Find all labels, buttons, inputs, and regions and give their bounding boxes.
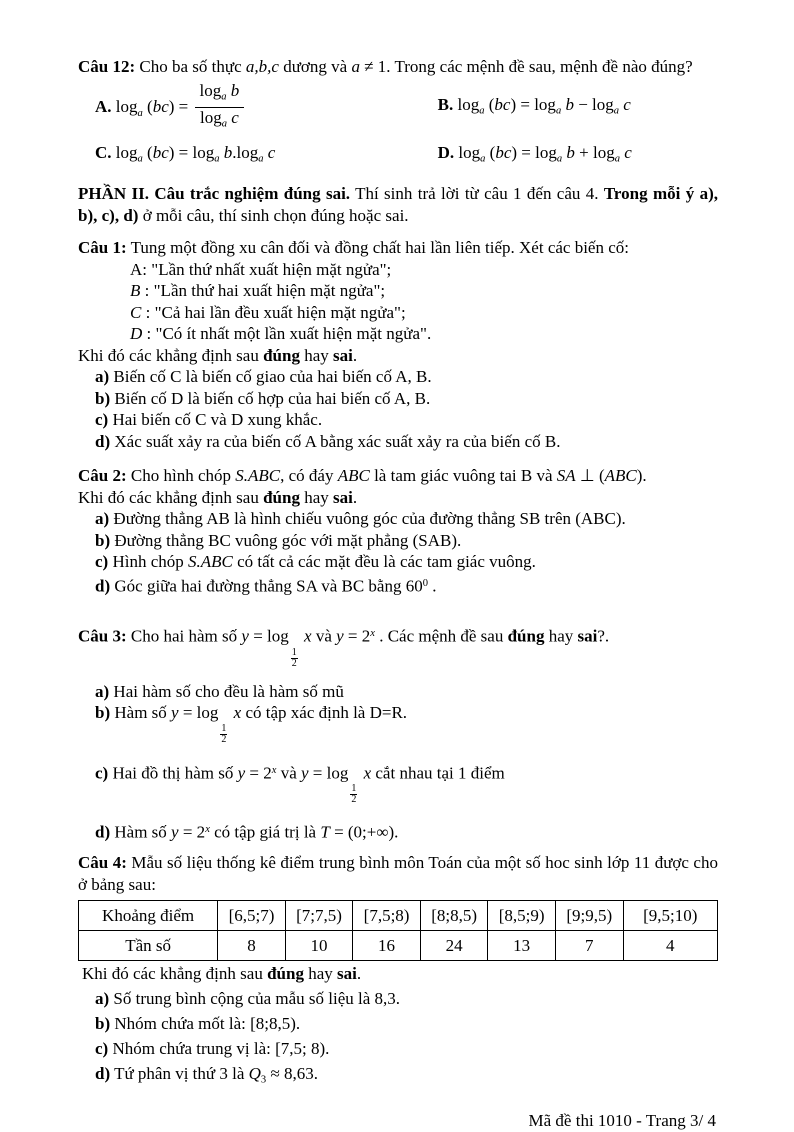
text-segment: = log	[178, 703, 219, 723]
table-cell: [7,5;8)	[353, 901, 421, 931]
question-12	[78, 56, 718, 170]
text-segment: ) = log	[168, 142, 215, 162]
text-segment: x	[205, 824, 210, 836]
table-cell: 4	[623, 931, 717, 961]
text-segment: d)	[95, 822, 111, 842]
text-segment: Nhóm chứa trung vị là: [7,5; 8).	[108, 1039, 330, 1059]
text-segment: bc	[494, 94, 511, 114]
text-segment: .	[356, 964, 362, 984]
question-3-item-d	[78, 819, 718, 843]
text-segment: log	[111, 96, 138, 116]
text-segment: b	[230, 80, 240, 100]
text-segment: D.	[437, 142, 455, 162]
text-segment: đúng	[507, 626, 545, 646]
text-segment: B	[130, 281, 141, 301]
text-segment: a	[480, 153, 486, 165]
text-segment: x	[359, 763, 372, 783]
text-segment: c)	[95, 763, 109, 783]
text-segment: log	[111, 142, 138, 162]
text-segment: A: "Lần thứ nhất xuất hiện mặt ngửa";	[130, 259, 392, 279]
text-segment: và	[311, 626, 337, 646]
text-segment: Câu 2:	[78, 466, 127, 486]
text-segment: và	[276, 763, 301, 783]
question-2-intro	[78, 465, 718, 487]
text-segment: log	[453, 94, 480, 114]
stacked-subscript-fraction: $\frac{1}{2}$	[351, 783, 357, 806]
text-segment: a)	[95, 509, 110, 529]
text-segment: hay	[299, 345, 333, 365]
event-a	[78, 259, 718, 281]
table-cell: [8,5;9)	[488, 901, 556, 931]
text-segment: b)	[95, 388, 111, 408]
text-segment: ở mỗi câu, thí sinh chọn đúng hoặc sai.	[138, 205, 409, 225]
text-segment: Biến cố D là biến cố hợp của hai biến cố A, B.	[110, 388, 431, 408]
text-segment: Hai hàm số cho đều là hàm số mũ	[109, 681, 344, 701]
text-segment: Hàm số	[110, 703, 172, 723]
text-segment: . Trong các mệnh đề sau, mệnh đề nào đúng?	[386, 57, 693, 76]
option-d	[438, 142, 718, 170]
text-segment: ).	[636, 466, 647, 486]
table-cell: 13	[488, 931, 556, 961]
table-cell: 24	[420, 931, 488, 961]
text-segment: b	[565, 94, 574, 114]
question-3-item-b	[78, 702, 718, 745]
question-1-item-a	[78, 366, 718, 388]
question-4	[78, 852, 718, 1091]
text-segment: . Các mệnh đề sau	[374, 626, 508, 646]
text-segment: Hàm số	[110, 822, 172, 842]
frequency-table	[78, 900, 718, 961]
text-segment: a	[221, 91, 227, 103]
text-segment: D	[130, 324, 143, 344]
question-1-item-d	[78, 431, 718, 453]
text-segment: Khi đó các khẳng định sau	[78, 487, 264, 507]
text-segment: có tập giá trị là	[209, 822, 321, 842]
text-segment: sai	[577, 626, 598, 646]
question-4-item-c	[78, 1038, 718, 1060]
table-cell: 16	[353, 931, 421, 961]
text-segment: SA	[556, 466, 576, 486]
text-segment: hay	[303, 964, 337, 984]
table-cell: [6,5;7)	[218, 901, 286, 931]
text-segment: Góc giữa hai đường thẳng SA và BC bằng	[110, 575, 406, 595]
question-4-item-a	[78, 988, 718, 1010]
text-segment: = 2	[343, 626, 371, 646]
text-segment: 3	[260, 1074, 267, 1086]
text-segment: Tứ phân vị thứ 3 là	[110, 1064, 249, 1084]
text-segment: .	[352, 487, 358, 507]
text-segment: (	[142, 96, 153, 116]
text-segment: Thí sinh trả lời từ câu 1 đến câu 4.	[350, 184, 604, 204]
question-4-assert	[78, 963, 718, 985]
text-segment: b)	[95, 1014, 111, 1034]
text-segment: đúng	[267, 964, 304, 984]
question-1-intro	[78, 237, 718, 259]
text-segment: y	[300, 763, 309, 783]
text-segment: .	[352, 345, 358, 365]
text-segment: Câu 4:	[78, 853, 127, 873]
text-segment: a	[613, 105, 620, 117]
text-segment: Khi đó các khẳng định sau	[78, 345, 264, 365]
text-segment: PHẦN II. Câu trắc nghiệm đúng sai.	[78, 184, 351, 204]
table-cell: [9;9,5)	[555, 901, 623, 931]
text-segment: Cho ba số thực	[135, 57, 246, 76]
text-segment: a	[258, 153, 264, 165]
text-segment: y	[241, 626, 249, 646]
text-segment: ) = log	[510, 94, 556, 114]
text-segment: bc	[152, 142, 169, 162]
text-segment: C	[130, 302, 142, 322]
question-3	[78, 623, 718, 843]
text-segment: a	[479, 105, 485, 117]
text-segment: a	[614, 153, 620, 165]
text-segment: x	[229, 703, 242, 723]
text-segment: Câu 12:	[78, 57, 136, 76]
text-segment: d)	[95, 431, 111, 451]
table-cell: Tần số	[79, 931, 218, 961]
text-segment: .	[428, 575, 437, 595]
question-3-intro	[78, 623, 718, 668]
text-segment: A.	[95, 96, 112, 116]
text-segment: Trong mỗi ý a), b), c), d)	[78, 184, 718, 225]
text-segment: bc	[495, 142, 512, 162]
text-segment: c	[231, 108, 239, 128]
question-2-assert	[78, 487, 718, 509]
stacked-subscript-fraction: $\frac{1}{2}$	[221, 723, 227, 746]
text-segment: a)	[95, 367, 110, 387]
text-segment: Câu 1:	[78, 238, 127, 258]
text-segment: a	[221, 118, 227, 130]
text-segment: Đường thẳng BC vuông góc với mặt phẳng (SAB).	[110, 530, 462, 550]
text-segment: : "Lần thứ hai xuất hiện mặt ngửa";	[140, 281, 386, 301]
text-segment: ) = log	[511, 142, 557, 162]
text-segment: a	[351, 57, 360, 76]
table-cell: [8;8,5)	[420, 901, 488, 931]
text-segment: dương và	[278, 57, 352, 76]
option-a	[95, 81, 438, 135]
text-segment: b	[223, 142, 233, 162]
text-segment: c)	[95, 410, 109, 430]
text-segment: Biến cố C là biến cố giao của hai biến cố A, B.	[109, 367, 432, 387]
text-segment: y	[336, 626, 344, 646]
text-segment: có tất cả các mặt đều là các tam giác vuông.	[232, 552, 536, 572]
page-footer: Mã đề thi 1010 - Trang 3/ 4	[528, 1111, 716, 1131]
question-2-item-a	[78, 508, 718, 530]
text-segment: sai	[333, 487, 353, 507]
table-cell: [7;7,5)	[285, 901, 353, 931]
text-segment: a)	[95, 989, 110, 1009]
text-segment: a	[214, 153, 220, 165]
text-segment: Hai biến cố C và D xung khắc.	[108, 410, 323, 430]
text-segment: Đường thẳng AB là hình chiếu vuông góc của đường thẳng SB trên (ABC).	[109, 509, 626, 529]
question-1-item-c	[78, 409, 718, 431]
text-segment: có tập xác định là D=R.	[241, 703, 408, 723]
text-segment: B.	[437, 94, 454, 114]
question-12-options	[78, 81, 718, 171]
text-segment: c	[267, 142, 276, 162]
question-2-item-c	[78, 551, 718, 573]
text-segment: Số trung bình cộng của mẫu số liệu là 8,3.	[109, 989, 401, 1009]
question-2-item-d	[78, 573, 718, 597]
text-segment: log	[199, 80, 222, 100]
text-segment: Cho hai hàm số	[126, 626, 242, 646]
event-c	[78, 302, 718, 324]
question-3-item-a	[78, 681, 718, 703]
table-frequency-row	[79, 931, 718, 961]
table-cell: 7	[555, 931, 623, 961]
text-segment: hay	[544, 626, 578, 646]
text-segment: x	[299, 626, 312, 646]
stacked-subscript-fraction: $\frac{1}{2}$	[291, 646, 297, 669]
text-segment: Câu 3:	[78, 626, 127, 646]
text-segment: d)	[95, 1064, 111, 1084]
text-segment: S.ABC	[188, 552, 233, 572]
text-segment: log	[199, 108, 222, 128]
question-1-item-b	[78, 388, 718, 410]
text-segment: Xác suất xảy ra của biến cố A bằng xác suất xảy ra của biến cố B.	[110, 431, 561, 451]
text-segment: = 2	[178, 822, 206, 842]
text-segment: a)	[95, 681, 110, 701]
text-segment: a	[137, 107, 143, 119]
text-segment: .log	[232, 142, 259, 162]
fraction	[195, 81, 245, 135]
text-segment: bc	[152, 96, 169, 116]
text-segment: hay	[299, 487, 333, 507]
event-b	[78, 280, 718, 302]
text-segment: 0	[422, 577, 428, 589]
text-segment: ?.	[597, 626, 610, 646]
text-segment: sai	[337, 964, 357, 984]
text-segment: (	[485, 142, 496, 162]
table-header-row	[79, 901, 718, 931]
question-1-assert	[78, 345, 718, 367]
text-segment: = log	[248, 626, 289, 646]
question-2	[78, 465, 718, 596]
table-cell: 10	[285, 931, 353, 961]
text-segment: = log	[308, 763, 349, 783]
text-segment: = 2	[245, 763, 272, 783]
text-segment: ⊥ (	[575, 466, 605, 486]
text-segment: Cho hình chóp	[126, 466, 236, 486]
question-4-item-d	[78, 1063, 718, 1091]
text-segment: Mẫu số liệu thống kê điểm trung bình môn Toán của một số hoc sinh lớp 11 được cho ở bảng sau:	[78, 853, 718, 894]
text-segment: Khi đó các khẳng định sau	[82, 964, 268, 984]
text-segment: b	[566, 142, 575, 162]
text-segment: Hai đồ thị hàm số	[108, 763, 238, 783]
text-segment: Hình chóp	[108, 552, 189, 572]
text-segment: (	[142, 142, 153, 162]
text-segment: ≈ 8,63.	[266, 1064, 319, 1084]
text-segment: y	[171, 822, 179, 842]
option-c	[95, 142, 438, 170]
question-4-intro	[78, 852, 718, 895]
text-segment: 60	[405, 575, 423, 595]
text-segment: c	[623, 94, 631, 114]
text-segment: ≠ 1	[359, 57, 387, 76]
text-segment: : "Cả hai lần đều xuất hiện mặt ngửa";	[141, 302, 406, 322]
text-segment: log	[454, 142, 481, 162]
question-4-item-b	[78, 1013, 718, 1035]
table-cell: [9,5;10)	[623, 901, 717, 931]
text-segment: là tam giác vuông tai B và	[369, 466, 557, 486]
question-1	[78, 237, 718, 452]
text-segment: C.	[95, 142, 112, 162]
option-b	[438, 94, 718, 122]
text-segment: Tung một đồng xu cân đối và đồng chất hai lần liên tiếp. Xét các biến cố:	[126, 238, 629, 258]
text-segment: ) =	[168, 96, 193, 116]
text-segment: (	[484, 94, 495, 114]
text-segment: T	[320, 822, 330, 842]
text-segment: ABC	[604, 466, 637, 486]
question-3-item-c	[78, 760, 718, 805]
text-segment: : "Có ít nhất một lần xuất hiện mặt ngửa".	[142, 324, 432, 344]
table-cell: 8	[218, 931, 286, 961]
text-segment: b)	[95, 703, 111, 723]
text-segment: a	[556, 153, 563, 165]
event-d	[78, 323, 718, 345]
text-segment: ABC	[337, 466, 370, 486]
text-segment: c	[624, 142, 632, 162]
text-segment: đúng	[263, 345, 300, 365]
text-segment: đúng	[263, 487, 300, 507]
text-segment: x	[271, 765, 277, 777]
text-segment: a	[137, 153, 143, 165]
text-segment: a,b,c	[245, 57, 279, 76]
text-segment: y	[237, 763, 246, 783]
part-2-heading	[78, 183, 718, 226]
text-segment: + log	[574, 142, 615, 162]
text-segment: cắt nhau tại 1 điểm	[371, 763, 505, 783]
text-segment: Nhóm chứa mốt là: [8;8,5).	[110, 1014, 301, 1034]
text-segment: , có đáy	[280, 466, 338, 486]
text-segment: − log	[573, 94, 614, 114]
text-segment: y	[171, 703, 179, 723]
text-segment: S.ABC	[235, 466, 281, 486]
question-2-item-b	[78, 530, 718, 552]
text-segment: a	[555, 105, 562, 117]
text-segment: b)	[95, 530, 111, 550]
table-cell: Khoảng điểm	[79, 901, 218, 931]
text-segment: Q	[248, 1064, 261, 1084]
question-12-intro	[78, 56, 718, 78]
text-segment: d)	[95, 575, 111, 595]
text-segment: = (0;+∞).	[329, 822, 399, 842]
text-segment: sai	[333, 345, 353, 365]
text-segment: c)	[95, 1039, 109, 1059]
text-segment: x	[370, 628, 375, 640]
text-segment: c)	[95, 552, 109, 572]
